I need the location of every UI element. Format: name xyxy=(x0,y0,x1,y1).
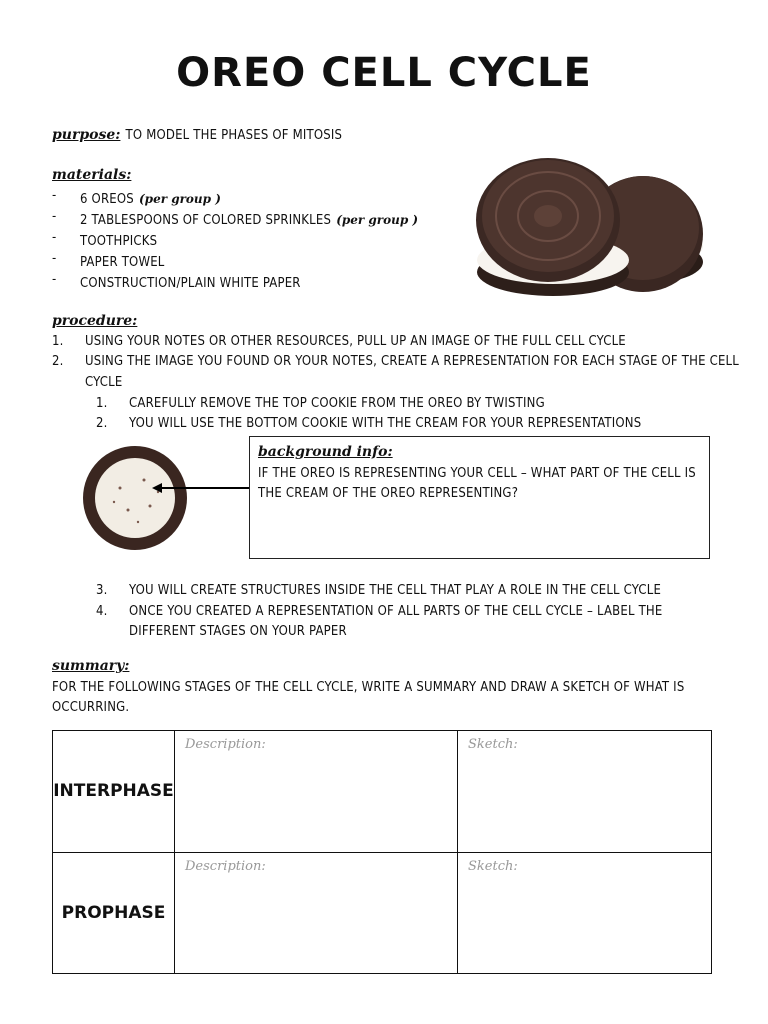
purpose-text: TO MODEL THE PHASES OF MITOSIS xyxy=(125,128,343,143)
list-item: 3. YOU WILL CREATE STRUCTURES INSIDE THE CELL THAT PLAY A ROLE IN THE CELL CYCLE xyxy=(96,583,662,598)
stage-label-prophase: PROPHASE xyxy=(53,852,175,974)
description-cell[interactable]: Description: xyxy=(175,852,458,974)
oreo-cookies-image xyxy=(468,150,713,300)
stage-label-interphase: INTERPHASE xyxy=(53,731,175,853)
list-item: 2. YOU WILL USE THE BOTTOM COOKIE WITH THE CREAM FOR YOUR REPRESENTATIONS xyxy=(96,416,642,431)
summary-table xyxy=(52,730,712,974)
background-info-question: IF THE OREO IS REPRESENTING YOUR CELL – WHAT PART OF THE CELL IS xyxy=(258,466,696,481)
table-row xyxy=(53,731,712,853)
summary-label: summary: xyxy=(52,658,130,674)
sketch-cell[interactable]: Sketch: xyxy=(458,852,712,974)
list-item: 4. ONCE YOU CREATED A REPRESENTATION OF ALL PARTS OF THE CELL CYCLE – LABEL THE xyxy=(96,604,663,619)
list-item-continuation: DIFFERENT STAGES ON YOUR PAPER xyxy=(129,624,347,639)
summary-instructions: FOR THE FOLLOWING STAGES OF THE CELL CYCLE, WRITE A SUMMARY AND DRAW A SKETCH OF WHAT IS xyxy=(52,680,685,695)
list-item: - 2 TABLESPOONS OF COLORED SPRINKLES (per group ) xyxy=(52,209,419,228)
opened-oreo-image xyxy=(78,440,253,560)
sketch-cell[interactable]: Sketch: xyxy=(458,731,712,853)
background-info-question-cont: THE CREAM OF THE OREO REPRESENTING? xyxy=(258,486,519,501)
list-item: 2. USING THE IMAGE YOU FOUND OR YOUR NOTES, CREATE A REPRESENTATION FOR EACH STAGE OF THE CELL xyxy=(52,354,739,369)
table-row xyxy=(53,852,712,974)
background-info-label: background info: xyxy=(258,444,393,460)
list-item: 1. CAREFULLY REMOVE THE TOP COOKIE FROM THE OREO BY TWISTING xyxy=(96,396,545,411)
page-title: OREO CELL CYCLE xyxy=(176,50,592,96)
summary-instructions-cont: OCCURRING. xyxy=(52,700,130,715)
materials-label: materials: xyxy=(52,167,132,183)
list-item-continuation: CYCLE xyxy=(85,375,123,390)
purpose-line xyxy=(52,124,342,143)
description-cell[interactable]: Description: xyxy=(175,731,458,853)
list-item: - CONSTRUCTION/PLAIN WHITE PAPER xyxy=(52,272,301,291)
list-item: - 6 OREOS (per group ) xyxy=(52,188,221,207)
list-item: - PAPER TOWEL xyxy=(52,251,165,270)
procedure-label: procedure: xyxy=(52,313,138,329)
list-item: 1. USING YOUR NOTES OR OTHER RESOURCES, PULL UP AN IMAGE OF THE FULL CELL CYCLE xyxy=(52,334,626,349)
purpose-label: purpose: xyxy=(52,127,121,143)
list-item: - TOOTHPICKS xyxy=(52,230,158,249)
